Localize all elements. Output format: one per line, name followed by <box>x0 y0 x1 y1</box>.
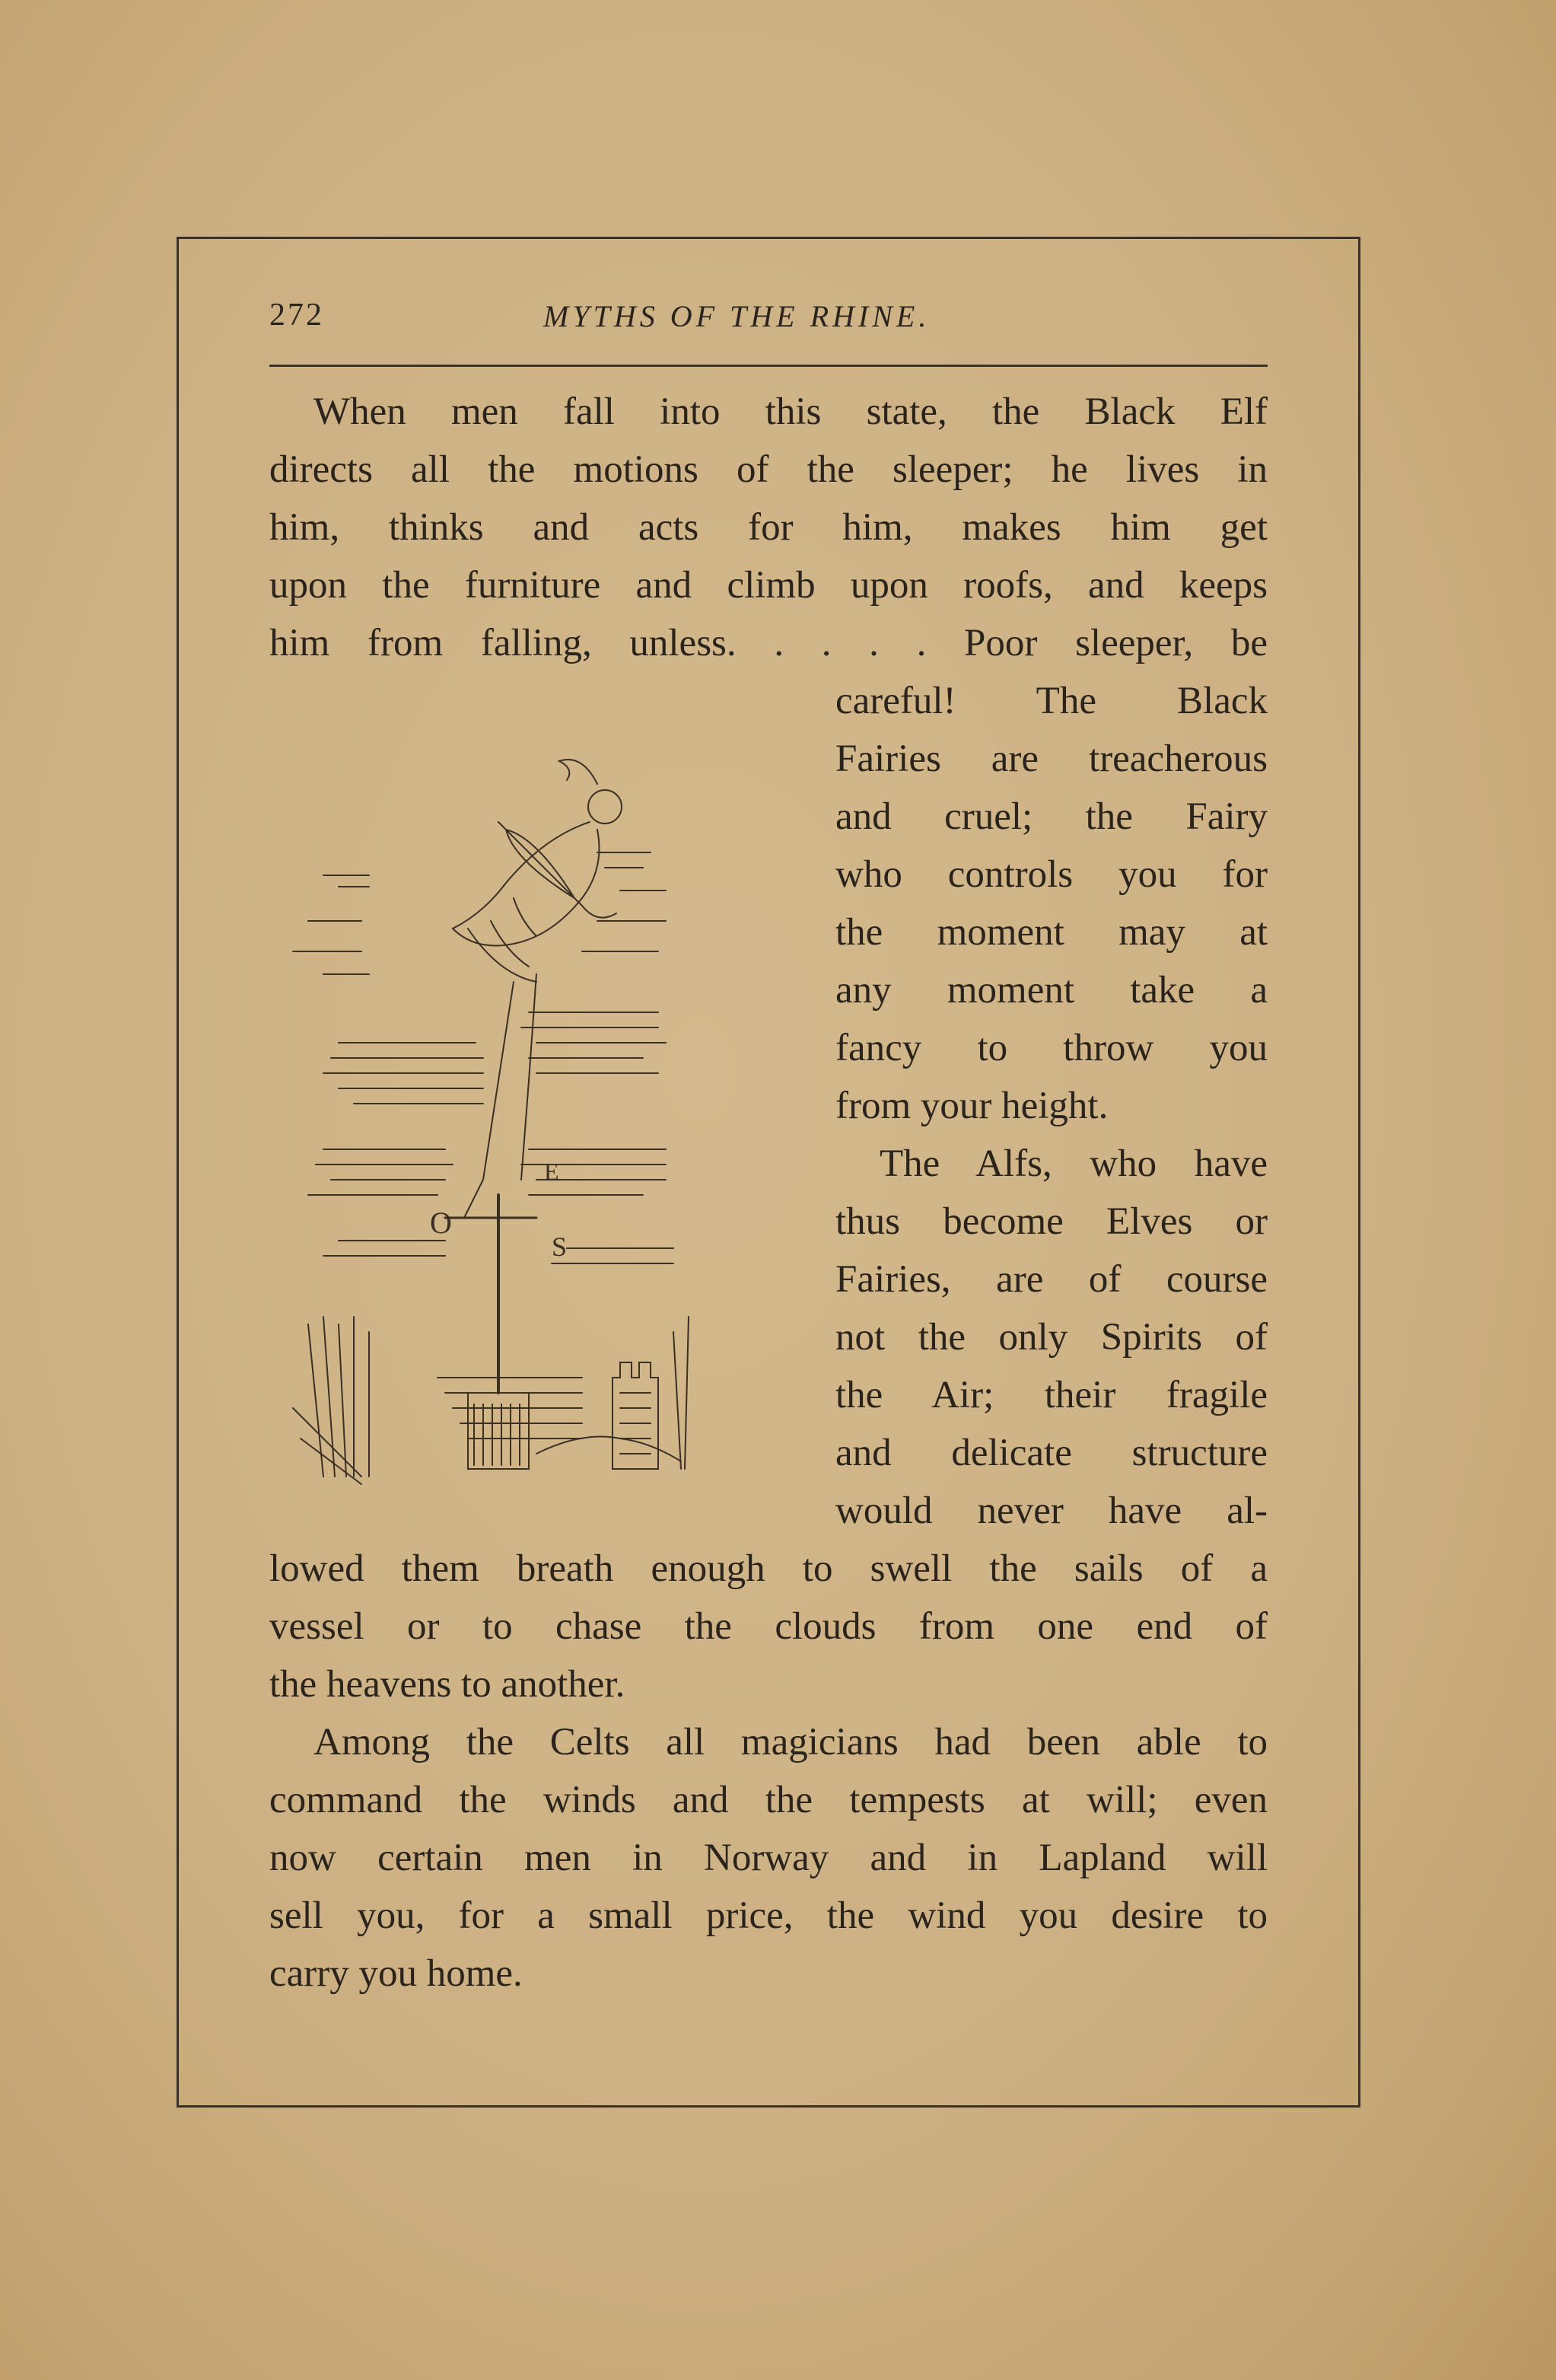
text-line: thus become Elves or <box>835 1200 1268 1243</box>
distant-spire <box>673 1317 689 1469</box>
text-line: the moment may at <box>835 911 1268 954</box>
umbrella-handle <box>582 906 616 918</box>
text-line: him, thinks and acts for him, makes him get <box>269 506 1268 549</box>
text-line: the heavens to another. <box>269 1663 625 1706</box>
figure-head <box>588 790 622 824</box>
figure-cap <box>559 760 597 784</box>
text-line: and delicate structure <box>835 1432 1268 1474</box>
page-number: 272 <box>269 298 324 333</box>
umbrella <box>498 822 582 906</box>
rooftops-center <box>536 1437 681 1462</box>
text-line: now certain men in Norway and in Lapland will <box>269 1837 1268 1879</box>
figure-legs <box>464 974 536 1218</box>
text-line: When men fall into this state, the Black Elf <box>313 390 1268 433</box>
engraving-illustration <box>278 723 795 1492</box>
sky-hatching <box>308 1012 673 1439</box>
text-line: upon the furniture and climb upon roofs, and keeps <box>269 564 1268 607</box>
running-header <box>269 297 1268 367</box>
text-line: and cruel; the Fairy <box>835 795 1268 838</box>
text-line: the Air; their fragile <box>835 1374 1268 1416</box>
castle-tower <box>613 1362 658 1469</box>
header-rule <box>269 365 1268 367</box>
text-line: from your height. <box>835 1085 1109 1127</box>
chimney-post <box>468 1393 529 1469</box>
wind-streaks-left <box>293 875 369 974</box>
text-line: sell you, for a small price, the wind you desire to <box>269 1894 1268 1937</box>
text-line: command the winds and the tempests at will; even <box>269 1779 1268 1821</box>
vane-letter-west: O <box>430 1206 452 1240</box>
text-line: vessel or to chase the clouds from one end of <box>269 1605 1268 1648</box>
text-line: Fairies, are of course <box>835 1258 1268 1301</box>
vane-letter-east: E <box>544 1158 559 1185</box>
wind-streaks-right <box>582 852 666 951</box>
text-line: Among the Celts all magicians had been able to <box>313 1721 1268 1763</box>
text-line: carry you home. <box>269 1952 523 1995</box>
running-title: MYTHS OF THE RHINE. <box>543 299 931 333</box>
text-line: not the only Spirits of <box>835 1316 1268 1359</box>
rooftops-left <box>293 1317 369 1484</box>
text-line: lowed them breath enough to swell the sails of a <box>269 1547 1268 1590</box>
text-line: any moment take a <box>835 969 1268 1012</box>
text-line: directs all the motions of the sleeper; he lives in <box>269 448 1268 491</box>
text-line: Fairies are treacherous <box>835 738 1268 780</box>
text-line: would never have al- <box>835 1489 1268 1532</box>
text-line: fancy to throw you <box>835 1027 1268 1069</box>
text-line: The Alfs, who have <box>880 1142 1268 1185</box>
vane-letter-south: S <box>552 1231 568 1262</box>
text-line: who controls you for <box>835 853 1268 896</box>
text-line: him from falling, unless. . . . . Poor sleeper, be <box>269 622 1268 664</box>
text-line: careful! The Black <box>835 680 1268 722</box>
engraving-svg <box>278 723 795 1492</box>
